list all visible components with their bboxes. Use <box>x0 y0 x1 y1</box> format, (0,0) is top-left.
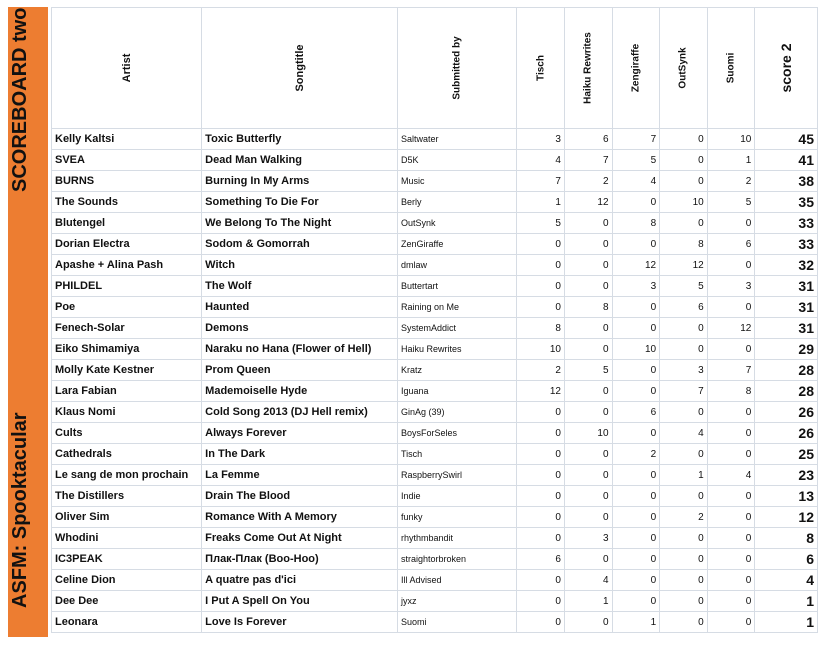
table-row <box>52 255 818 276</box>
zengiraffe-cell: 4 <box>612 171 660 192</box>
tisch-cell: 4 <box>517 150 565 171</box>
haiku-rewrites-cell: 1 <box>564 591 612 612</box>
songtitle-cell: Toxic Butterfly <box>202 129 398 150</box>
songtitle-cell: Burning In My Arms <box>202 171 398 192</box>
zengiraffe-cell: 0 <box>612 486 660 507</box>
songtitle-cell: Always Forever <box>202 423 398 444</box>
outsynk-cell: 0 <box>660 318 708 339</box>
songtitle-cell: Naraku no Hana (Flower of Hell) <box>202 339 398 360</box>
table-row <box>52 171 818 192</box>
tisch-cell: 12 <box>517 381 565 402</box>
header-artist: Artist <box>52 8 202 129</box>
tisch-cell: 8 <box>517 318 565 339</box>
suomi-cell: 0 <box>707 612 755 633</box>
table-row <box>52 612 818 633</box>
submitter-cell: funky <box>398 507 517 528</box>
score-cell: 23 <box>755 465 818 486</box>
header-zengiraffe: Zengiraffe <box>612 8 660 129</box>
header-row <box>52 8 818 129</box>
haiku-rewrites-cell: 0 <box>564 318 612 339</box>
outsynk-cell: 5 <box>660 276 708 297</box>
outsynk-cell: 0 <box>660 528 708 549</box>
submitter-cell: Indie <box>398 486 517 507</box>
haiku-rewrites-cell: 2 <box>564 171 612 192</box>
zengiraffe-cell: 0 <box>612 381 660 402</box>
zengiraffe-cell: 0 <box>612 465 660 486</box>
songtitle-cell: Love Is Forever <box>202 612 398 633</box>
songtitle-cell: Плак-Плак (Boo-Hoo) <box>202 549 398 570</box>
submitter-cell: dmlaw <box>398 255 517 276</box>
submitter-cell: ZenGiraffe <box>398 234 517 255</box>
tisch-cell: 0 <box>517 402 565 423</box>
header-songtitle: Songtitle <box>202 8 398 129</box>
artist-cell: Celine Dion <box>52 570 202 591</box>
suomi-cell: 0 <box>707 423 755 444</box>
haiku-rewrites-cell: 4 <box>564 570 612 591</box>
songtitle-cell: The Wolf <box>202 276 398 297</box>
zengiraffe-cell: 1 <box>612 612 660 633</box>
haiku-rewrites-cell: 6 <box>564 129 612 150</box>
header-outsynk: OutSynk <box>660 8 708 129</box>
tisch-cell: 0 <box>517 297 565 318</box>
outsynk-cell: 6 <box>660 297 708 318</box>
haiku-rewrites-cell: 0 <box>564 381 612 402</box>
score-cell: 33 <box>755 234 818 255</box>
songtitle-cell: Haunted <box>202 297 398 318</box>
table-row <box>52 297 818 318</box>
score-cell: 8 <box>755 528 818 549</box>
haiku-rewrites-cell: 0 <box>564 213 612 234</box>
submitter-cell: Tisch <box>398 444 517 465</box>
header-score: score 2 <box>755 8 818 129</box>
haiku-rewrites-cell: 5 <box>564 360 612 381</box>
submitter-cell: GinAg (39) <box>398 402 517 423</box>
submitter-cell: Suomi <box>398 612 517 633</box>
score-cell: 26 <box>755 402 818 423</box>
songtitle-cell: Drain The Blood <box>202 486 398 507</box>
table-row <box>52 339 818 360</box>
suomi-cell: 0 <box>707 591 755 612</box>
submitter-cell: Raining on Me <box>398 297 517 318</box>
outsynk-cell: 0 <box>660 570 708 591</box>
outsynk-cell: 7 <box>660 381 708 402</box>
tisch-cell: 6 <box>517 549 565 570</box>
suomi-cell: 0 <box>707 528 755 549</box>
artist-cell: Eiko Shimamiya <box>52 339 202 360</box>
songtitle-cell: Cold Song 2013 (DJ Hell remix) <box>202 402 398 423</box>
outsynk-cell: 12 <box>660 255 708 276</box>
haiku-rewrites-cell: 0 <box>564 486 612 507</box>
zengiraffe-cell: 12 <box>612 255 660 276</box>
suomi-cell: 0 <box>707 486 755 507</box>
artist-cell: Whodini <box>52 528 202 549</box>
tisch-cell: 0 <box>517 591 565 612</box>
tisch-cell: 3 <box>517 129 565 150</box>
score-cell: 12 <box>755 507 818 528</box>
tisch-cell: 10 <box>517 339 565 360</box>
artist-cell: Blutengel <box>52 213 202 234</box>
table-row <box>52 549 818 570</box>
submitter-cell: SystemAddict <box>398 318 517 339</box>
submitter-cell: Kratz <box>398 360 517 381</box>
outsynk-cell: 0 <box>660 150 708 171</box>
table-row <box>52 444 818 465</box>
songtitle-cell: Mademoiselle Hyde <box>202 381 398 402</box>
artist-cell: Apashe + Alina Pash <box>52 255 202 276</box>
suomi-cell: 0 <box>707 402 755 423</box>
suomi-cell: 0 <box>707 570 755 591</box>
tisch-cell: 2 <box>517 360 565 381</box>
suomi-cell: 2 <box>707 171 755 192</box>
outsynk-cell: 0 <box>660 171 708 192</box>
table-row <box>52 465 818 486</box>
suomi-cell: 6 <box>707 234 755 255</box>
suomi-cell: 0 <box>707 213 755 234</box>
haiku-rewrites-cell: 3 <box>564 528 612 549</box>
tisch-cell: 0 <box>517 444 565 465</box>
score-cell: 4 <box>755 570 818 591</box>
haiku-rewrites-cell: 12 <box>564 192 612 213</box>
artist-cell: Le sang de mon prochain <box>52 465 202 486</box>
header-haiku-rewrites: Haiku Rewrites <box>564 8 612 129</box>
haiku-rewrites-cell: 0 <box>564 444 612 465</box>
songtitle-cell: Demons <box>202 318 398 339</box>
zengiraffe-cell: 0 <box>612 570 660 591</box>
haiku-rewrites-cell: 10 <box>564 423 612 444</box>
suomi-cell: 0 <box>707 297 755 318</box>
suomi-cell: 3 <box>707 276 755 297</box>
outsynk-cell: 10 <box>660 192 708 213</box>
zengiraffe-cell: 5 <box>612 150 660 171</box>
submitter-cell: Berly <box>398 192 517 213</box>
submitter-cell: BoysForSeles <box>398 423 517 444</box>
haiku-rewrites-cell: 8 <box>564 297 612 318</box>
haiku-rewrites-cell: 0 <box>564 465 612 486</box>
header-submitted-by: Submitted by <box>398 8 517 129</box>
haiku-rewrites-cell: 0 <box>564 549 612 570</box>
table-row <box>52 360 818 381</box>
outsynk-cell: 0 <box>660 444 708 465</box>
outsynk-cell: 0 <box>660 402 708 423</box>
haiku-rewrites-cell: 0 <box>564 234 612 255</box>
zengiraffe-cell: 3 <box>612 276 660 297</box>
suomi-cell: 10 <box>707 129 755 150</box>
suomi-cell: 0 <box>707 339 755 360</box>
suomi-cell: 4 <box>707 465 755 486</box>
suomi-cell: 0 <box>707 507 755 528</box>
songtitle-cell: We Belong To The Night <box>202 213 398 234</box>
songtitle-cell: Witch <box>202 255 398 276</box>
artist-cell: Leonara <box>52 612 202 633</box>
tisch-cell: 7 <box>517 171 565 192</box>
submitter-cell: Iguana <box>398 381 517 402</box>
outsynk-cell: 0 <box>660 591 708 612</box>
suomi-cell: 0 <box>707 255 755 276</box>
score-cell: 1 <box>755 612 818 633</box>
songtitle-cell: I Put A Spell On You <box>202 591 398 612</box>
table-row <box>52 423 818 444</box>
artist-cell: Cults <box>52 423 202 444</box>
score-cell: 41 <box>755 150 818 171</box>
score-cell: 32 <box>755 255 818 276</box>
submitter-cell: Saltwater <box>398 129 517 150</box>
artist-cell: The Sounds <box>52 192 202 213</box>
artist-cell: Dee Dee <box>52 591 202 612</box>
zengiraffe-cell: 8 <box>612 213 660 234</box>
tisch-cell: 5 <box>517 213 565 234</box>
submitter-cell: Haiku Rewrites <box>398 339 517 360</box>
artist-cell: BURNS <box>52 171 202 192</box>
submitter-cell: OutSynk <box>398 213 517 234</box>
header-tisch: Tisch <box>517 8 565 129</box>
score-cell: 31 <box>755 318 818 339</box>
zengiraffe-cell: 0 <box>612 318 660 339</box>
submitter-cell: rhythmbandit <box>398 528 517 549</box>
submitter-cell: Ill Advised <box>398 570 517 591</box>
artist-cell: Oliver Sim <box>52 507 202 528</box>
suomi-cell: 1 <box>707 150 755 171</box>
tisch-cell: 0 <box>517 507 565 528</box>
score-cell: 26 <box>755 423 818 444</box>
zengiraffe-cell: 10 <box>612 339 660 360</box>
table-row <box>52 591 818 612</box>
score-cell: 13 <box>755 486 818 507</box>
suomi-cell: 0 <box>707 444 755 465</box>
suomi-cell: 7 <box>707 360 755 381</box>
songtitle-cell: Prom Queen <box>202 360 398 381</box>
submitter-cell: Music <box>398 171 517 192</box>
header-suomi: Suomi <box>707 8 755 129</box>
table-row <box>52 528 818 549</box>
table-row <box>52 150 818 171</box>
table-row <box>52 129 818 150</box>
zengiraffe-cell: 2 <box>612 444 660 465</box>
zengiraffe-cell: 7 <box>612 129 660 150</box>
songtitle-cell: La Femme <box>202 465 398 486</box>
score-cell: 38 <box>755 171 818 192</box>
songtitle-cell: A quatre pas d'ici <box>202 570 398 591</box>
tisch-cell: 0 <box>517 255 565 276</box>
songtitle-cell: Sodom & Gomorrah <box>202 234 398 255</box>
score-cell: 1 <box>755 591 818 612</box>
haiku-rewrites-cell: 0 <box>564 255 612 276</box>
table-row <box>52 234 818 255</box>
tisch-cell: 0 <box>517 528 565 549</box>
submitter-cell: D5K <box>398 150 517 171</box>
songtitle-cell: Dead Man Walking <box>202 150 398 171</box>
artist-cell: Klaus Nomi <box>52 402 202 423</box>
haiku-rewrites-cell: 0 <box>564 276 612 297</box>
outsynk-cell: 0 <box>660 213 708 234</box>
table-row <box>52 192 818 213</box>
zengiraffe-cell: 0 <box>612 297 660 318</box>
zengiraffe-cell: 6 <box>612 402 660 423</box>
artist-cell: Dorian Electra <box>52 234 202 255</box>
artist-cell: The Distillers <box>52 486 202 507</box>
suomi-cell: 0 <box>707 549 755 570</box>
outsynk-cell: 4 <box>660 423 708 444</box>
artist-cell: PHILDEL <box>52 276 202 297</box>
scoreboard-title: SCOREBOARD two <box>9 7 31 192</box>
zengiraffe-cell: 0 <box>612 423 660 444</box>
haiku-rewrites-cell: 0 <box>564 402 612 423</box>
songtitle-cell: Freaks Come Out At Night <box>202 528 398 549</box>
tisch-cell: 0 <box>517 276 565 297</box>
score-cell: 28 <box>755 360 818 381</box>
suomi-cell: 5 <box>707 192 755 213</box>
outsynk-cell: 8 <box>660 234 708 255</box>
songtitle-cell: Something To Die For <box>202 192 398 213</box>
tisch-cell: 0 <box>517 234 565 255</box>
table-row <box>52 486 818 507</box>
outsynk-cell: 0 <box>660 129 708 150</box>
songtitle-cell: In The Dark <box>202 444 398 465</box>
outsynk-cell: 0 <box>660 549 708 570</box>
outsynk-cell: 0 <box>660 486 708 507</box>
submitter-cell: Buttertart <box>398 276 517 297</box>
score-cell: 6 <box>755 549 818 570</box>
score-cell: 35 <box>755 192 818 213</box>
score-cell: 29 <box>755 339 818 360</box>
table-row <box>52 381 818 402</box>
event-title: ASFM: Spooktacular <box>9 412 31 608</box>
artist-cell: IC3PEAK <box>52 549 202 570</box>
outsynk-cell: 2 <box>660 507 708 528</box>
scoreboard-table <box>51 7 818 633</box>
score-cell: 45 <box>755 129 818 150</box>
table-row <box>52 402 818 423</box>
tisch-cell: 0 <box>517 486 565 507</box>
score-cell: 31 <box>755 276 818 297</box>
artist-cell: Cathedrals <box>52 444 202 465</box>
zengiraffe-cell: 0 <box>612 234 660 255</box>
haiku-rewrites-cell: 0 <box>564 507 612 528</box>
haiku-rewrites-cell: 7 <box>564 150 612 171</box>
suomi-cell: 8 <box>707 381 755 402</box>
tisch-cell: 0 <box>517 612 565 633</box>
score-cell: 33 <box>755 213 818 234</box>
score-cell: 28 <box>755 381 818 402</box>
table-row <box>52 318 818 339</box>
zengiraffe-cell: 0 <box>612 507 660 528</box>
submitter-cell: RaspberrySwirl <box>398 465 517 486</box>
tisch-cell: 0 <box>517 423 565 444</box>
table-row <box>52 276 818 297</box>
zengiraffe-cell: 0 <box>612 549 660 570</box>
zengiraffe-cell: 0 <box>612 192 660 213</box>
tisch-cell: 0 <box>517 570 565 591</box>
artist-cell: SVEA <box>52 150 202 171</box>
table-row <box>52 507 818 528</box>
tisch-cell: 0 <box>517 465 565 486</box>
outsynk-cell: 1 <box>660 465 708 486</box>
table-row <box>52 213 818 234</box>
artist-cell: Kelly Kaltsi <box>52 129 202 150</box>
suomi-cell: 12 <box>707 318 755 339</box>
artist-cell: Poe <box>52 297 202 318</box>
submitter-cell: straightorbroken <box>398 549 517 570</box>
outsynk-cell: 0 <box>660 612 708 633</box>
artist-cell: Molly Kate Kestner <box>52 360 202 381</box>
submitter-cell: jyxz <box>398 591 517 612</box>
outsynk-cell: 3 <box>660 360 708 381</box>
zengiraffe-cell: 0 <box>612 591 660 612</box>
haiku-rewrites-cell: 0 <box>564 339 612 360</box>
score-cell: 31 <box>755 297 818 318</box>
table-row <box>52 570 818 591</box>
songtitle-cell: Romance With A Memory <box>202 507 398 528</box>
haiku-rewrites-cell: 0 <box>564 612 612 633</box>
artist-cell: Lara Fabian <box>52 381 202 402</box>
outsynk-cell: 0 <box>660 339 708 360</box>
artist-cell: Fenech-Solar <box>52 318 202 339</box>
zengiraffe-cell: 0 <box>612 528 660 549</box>
zengiraffe-cell: 0 <box>612 360 660 381</box>
score-cell: 25 <box>755 444 818 465</box>
tisch-cell: 1 <box>517 192 565 213</box>
